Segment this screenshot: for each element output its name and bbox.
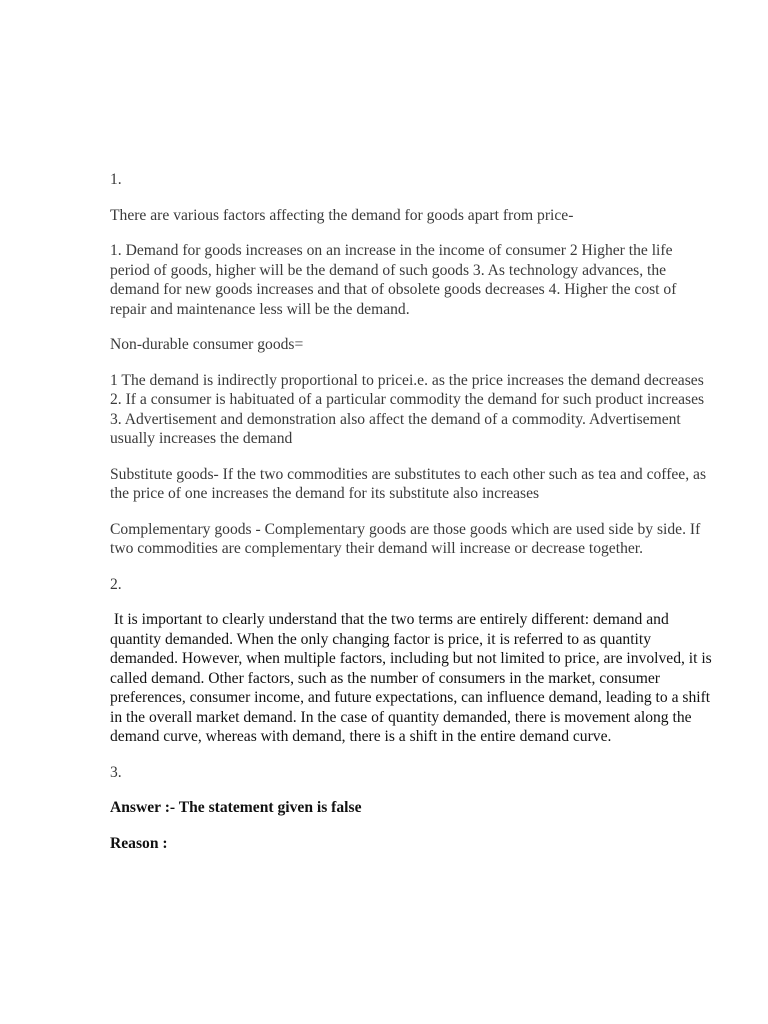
q1-substitute-goods: Substitute goods- If the two commodities are substitutes to each other such as tea and coffee, as the price of one increases the demand for its substitute also increases xyxy=(110,465,707,502)
q3-answer: Answer :- The statement given is false xyxy=(110,799,362,816)
q1-intro: There are various factors affecting the demand for goods apart from price- xyxy=(110,206,574,224)
q1-nondurable-heading: Non-durable consumer goods= xyxy=(110,336,304,353)
q1-complementary-goods: Complementary goods - Complementary goods are those goods which are used side by side. If two commodities are complementary their demand will increase or decrease together. xyxy=(110,520,701,557)
question-1-number: 1. xyxy=(110,171,122,188)
q1-nondurable-goods: 1 The demand is indirectly proportional to pricei.e. as the price increases the demand decreases 2. If a consumer is habituated of a particular commodity the demand for such product increases 3. Advertisement and demonstration also affect the demand of a commodity. Advertisement usually increases the demand xyxy=(110,371,705,447)
document-page xyxy=(110,170,715,869)
question-3-number: 3. xyxy=(110,763,122,781)
question-2-number: 2. xyxy=(110,575,122,593)
q3-reason: Reason : xyxy=(110,834,168,852)
q1-durable-goods: 1. Demand for goods increases on an increase in the income of consumer 2 Higher the life period of goods, higher will be the demand of such goods 3. As technology advances, the demand for new goods increases and that of obsolete goods decreases 4. Higher the cost of repair and maintenance less will be the demand. xyxy=(110,242,677,318)
q2-answer-text: It is important to clearly understand that the two terms are entirely different: demand and quantity demanded. When the only changing factor is price, it is referred to as quantity demanded. However, when multiple factors, including but not limited to price, are involved, it is called demand. Other factors, such as the number of consumers in the market, consumer preferences, consumer income, and future expectations, can influence demand, leading to a shift in the overall market demand. In the case of quantity demanded, there is movement along the demand curve, whereas with demand, there is a shift in the entire demand curve. xyxy=(110,611,716,745)
